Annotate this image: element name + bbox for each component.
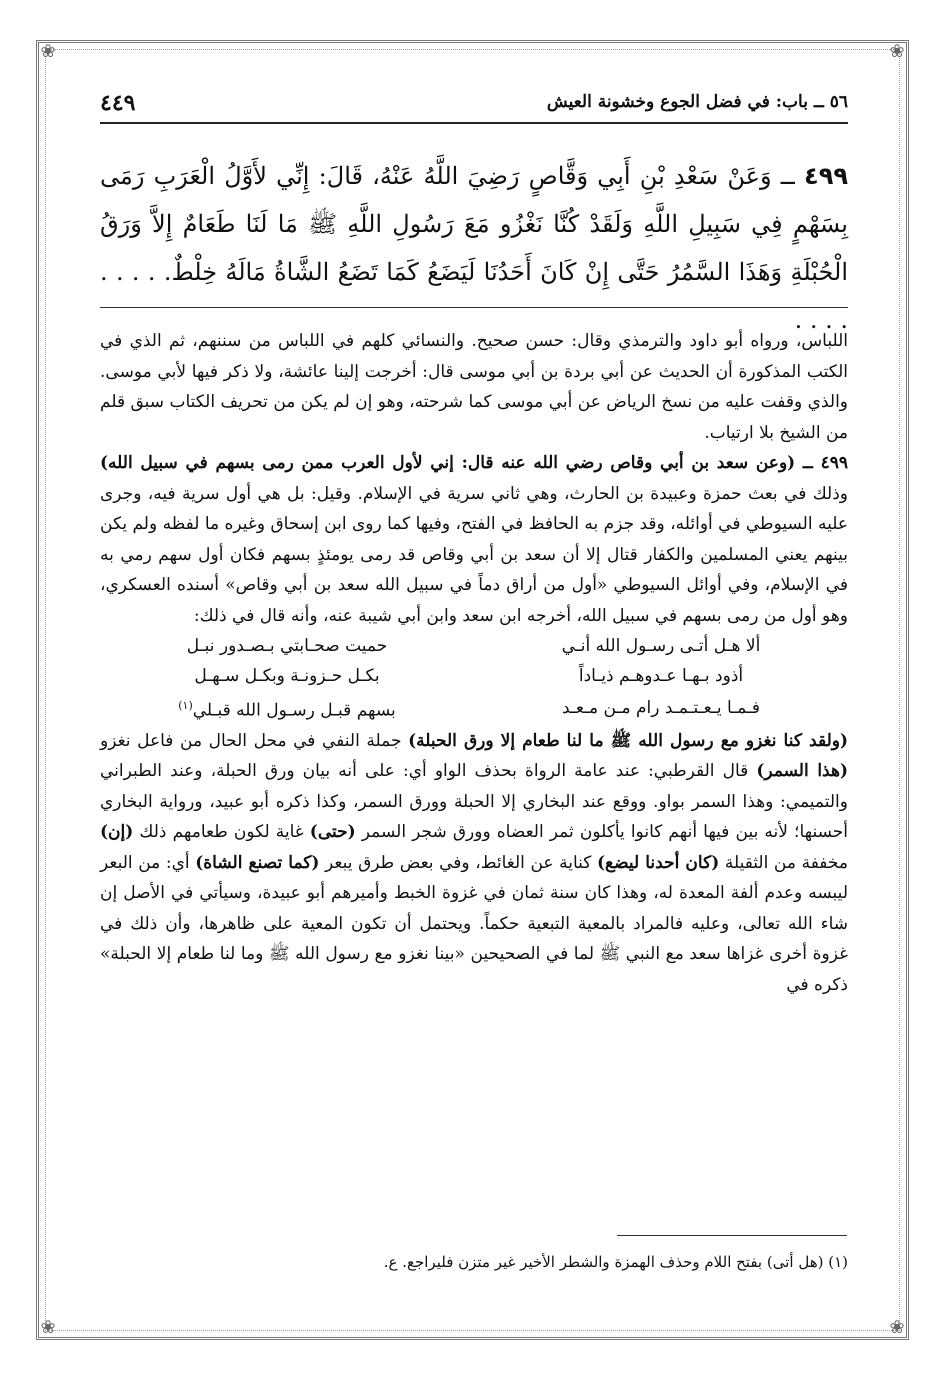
verse-second-hemistich [100,691,474,726]
commentary-paragraph: اللباس، ورواه أبو داود والترمذي وقال: حسن صحيح. والنسائي كلهم في اللباس من سننهم، ثم الذي في الكتب المذكورة أن الحديث عن أبي بردة بن أبي موسى قال: أخرجت إلينا عائشة، ولا ذكر فيها لأبي موسى. والذي وقفت عليه من نسخ الرياض عن أبي موسى كما شرحته، وهو إن لم يكن من تحريف الكتاب سبق قلم من الشيخ بلا ارتياب. [100,331,848,443]
commentary-text: أي: من البعر ليبسه وعدم ألفة المعدة له، وهذا كان سنة ثمان في غزوة الخبط وأميرهم أبو عبيدة، وسيأتي في الأصل إن شاء الله تعالى، وعليه فالمراد بالمعية التبعية حكماً. ويحتمل أن تكون المعية على ظاهرها، وأن ذلك في غزوة أخرى غزاها سعد مع النبي ﷺ لما في الصحيحين «بينا نغزو مع رسول الله ﷺ وما لنا طعام إلا الحبلة» ذكره في [100,852,848,995]
corner-ornament-icon: ❀ [889,1317,905,1338]
commentary-text: غاية لكون طعامهم ذلك [133,822,310,843]
quoted-phrase-bold: (هذا السمر) [756,761,848,782]
corner-ornament-icon: ❀ [40,41,56,62]
commentary-paragraph [100,726,848,1001]
commentary-text: وذلك في بعث حمزة وعبيدة بن الحارث، وهي ثاني سرية في الإسلام. وقيل: بل هي أول سرية فيه، وجرى عليه السيوطي في أوائله، وقد جزم به الحافظ في الفتح، وفيها كما روى ابن إسحاق وغيره ما لفظه ولم يكن بينهم يعني المسلمين والكفار قتال إلا أن سعد بن أبي وقاص قد رمى يومئذٍ بسهم فكان أول سهم رمي به في الإسلام، وفي أوائل السيوطي «أول من أراق دماً في سبيل الله سعد بن أبي وقاص» أسنده العسكري، وهو أول من رمى بسهم في سبيل الله، أخرجه ابن سعد وابن أبي شيبة عنه، وأنه قال في ذلك: [100,483,848,626]
section-divider [100,307,848,308]
page-header [100,92,848,124]
quoted-phrase-bold: (إن) [100,822,134,843]
commentary-paragraph [100,448,848,631]
chapter-title: ٥٦ ــ باب: في فضل الجوع وخشونة العيش [546,92,848,112]
corner-ornament-icon: ❀ [889,41,905,62]
verse-first-hemistich: أذود بـهـا عـدوهـم ذيـاداً [578,666,744,686]
verse-second-hemistich: حميت صحـابتي بـصـدور نبـل [186,636,388,656]
verse-text: بسهم قبـل رسـول الله قبـلي [192,700,396,721]
commentary-text: مخففة من الثقيلة [719,852,848,873]
verse-second-hemistich: بكـل حـزونـة وبكـل سـهـل [194,666,380,686]
commentary-text: قال القرطبي: عند عامة الرواة بحذف الواو أي: على أنه بيان ورق الحبلة، وعند الطبراني والتميمي: وهذا السمر بواو. ووقع عند البخاري إلا الحبلة وورق السمر، وكذا ذكره أبو عبيد، ورواية البخاري أحسنها؛ لأنه بين فيها أنهم كانوا يأكلون ثمر العضاه وورق شجر السمر [100,761,848,843]
page-number: ٤٤٩ [100,90,136,116]
commentary-text: جملة النفي في محل الحال من فاعل نغزو [100,730,409,751]
quoted-phrase-bold: (كما تصنع الشاة) [195,852,320,873]
poem-verse [100,691,848,726]
commentary [100,326,848,1000]
footnote-marker: (١) [178,699,193,712]
verse-first-hemistich: ألا هـل أتـى رسـول الله أنـي [561,636,761,656]
footnote: (١) (هل أتى) بفتح اللام وحذف الهمزة والشطر الأخير غير متزن فليراجع. ع. [383,1253,848,1271]
commentary-text: كناية عن الغائط، وفي بعض طرق يبعر [319,852,597,873]
hadith-number: ٤٩٩ [804,162,848,190]
poem-verse [100,661,848,691]
poem [100,631,848,726]
verse-first-hemistich: فـمـا يـعـتـمـد رام مـن مـعـد [561,698,761,719]
quoted-hadith-bold: (ولقد كنا نغزو مع رسول الله ﷺ ما لنا طعام إلا ورق الحبلة) [408,730,848,751]
footnote-divider [617,1235,847,1236]
hadith-body: ــ وَعَنْ سَعْدِ بْنِ أَبِي وَقَّاصٍ رَضِيَ اللَّهُ عَنْهُ، قَالَ: إِنِّي لأَوَّلُ الْعَرَبِ رَمَى بِسَهْمٍ فِي سَبِيلِ اللَّهِ وَلَقَدْ كُنَّا نَغْزُو مَعَ رَسُولِ اللَّهِ ﷺ مَا لَنَا طَعَامٌ إِلاَّ وَرَقُ الْحُبْلَةِ وَهَذَا السَّمُرُ حَتَّى إِنْ كَانَ أَحَدُنَا لَيَضَعُ كَمَا تَضَعُ الشَّاةُ مَالَهُ خِلْطٌ. . . . . . . . . [100,162,848,334]
quoted-phrase-bold: (حتى) [309,822,356,843]
poem-verse [100,631,848,661]
hadith-text [100,152,848,344]
corner-ornament-icon: ❀ [40,1317,56,1338]
quoted-hadith-bold: ٤٩٩ ــ (وعن سعد بن أبي وقاص رضي الله عنه قال: إني لأول العرب ممن رمى بسهم في سبيل الله) [100,453,848,473]
quoted-phrase-bold: (كان أحدنا ليضع) [597,852,720,873]
